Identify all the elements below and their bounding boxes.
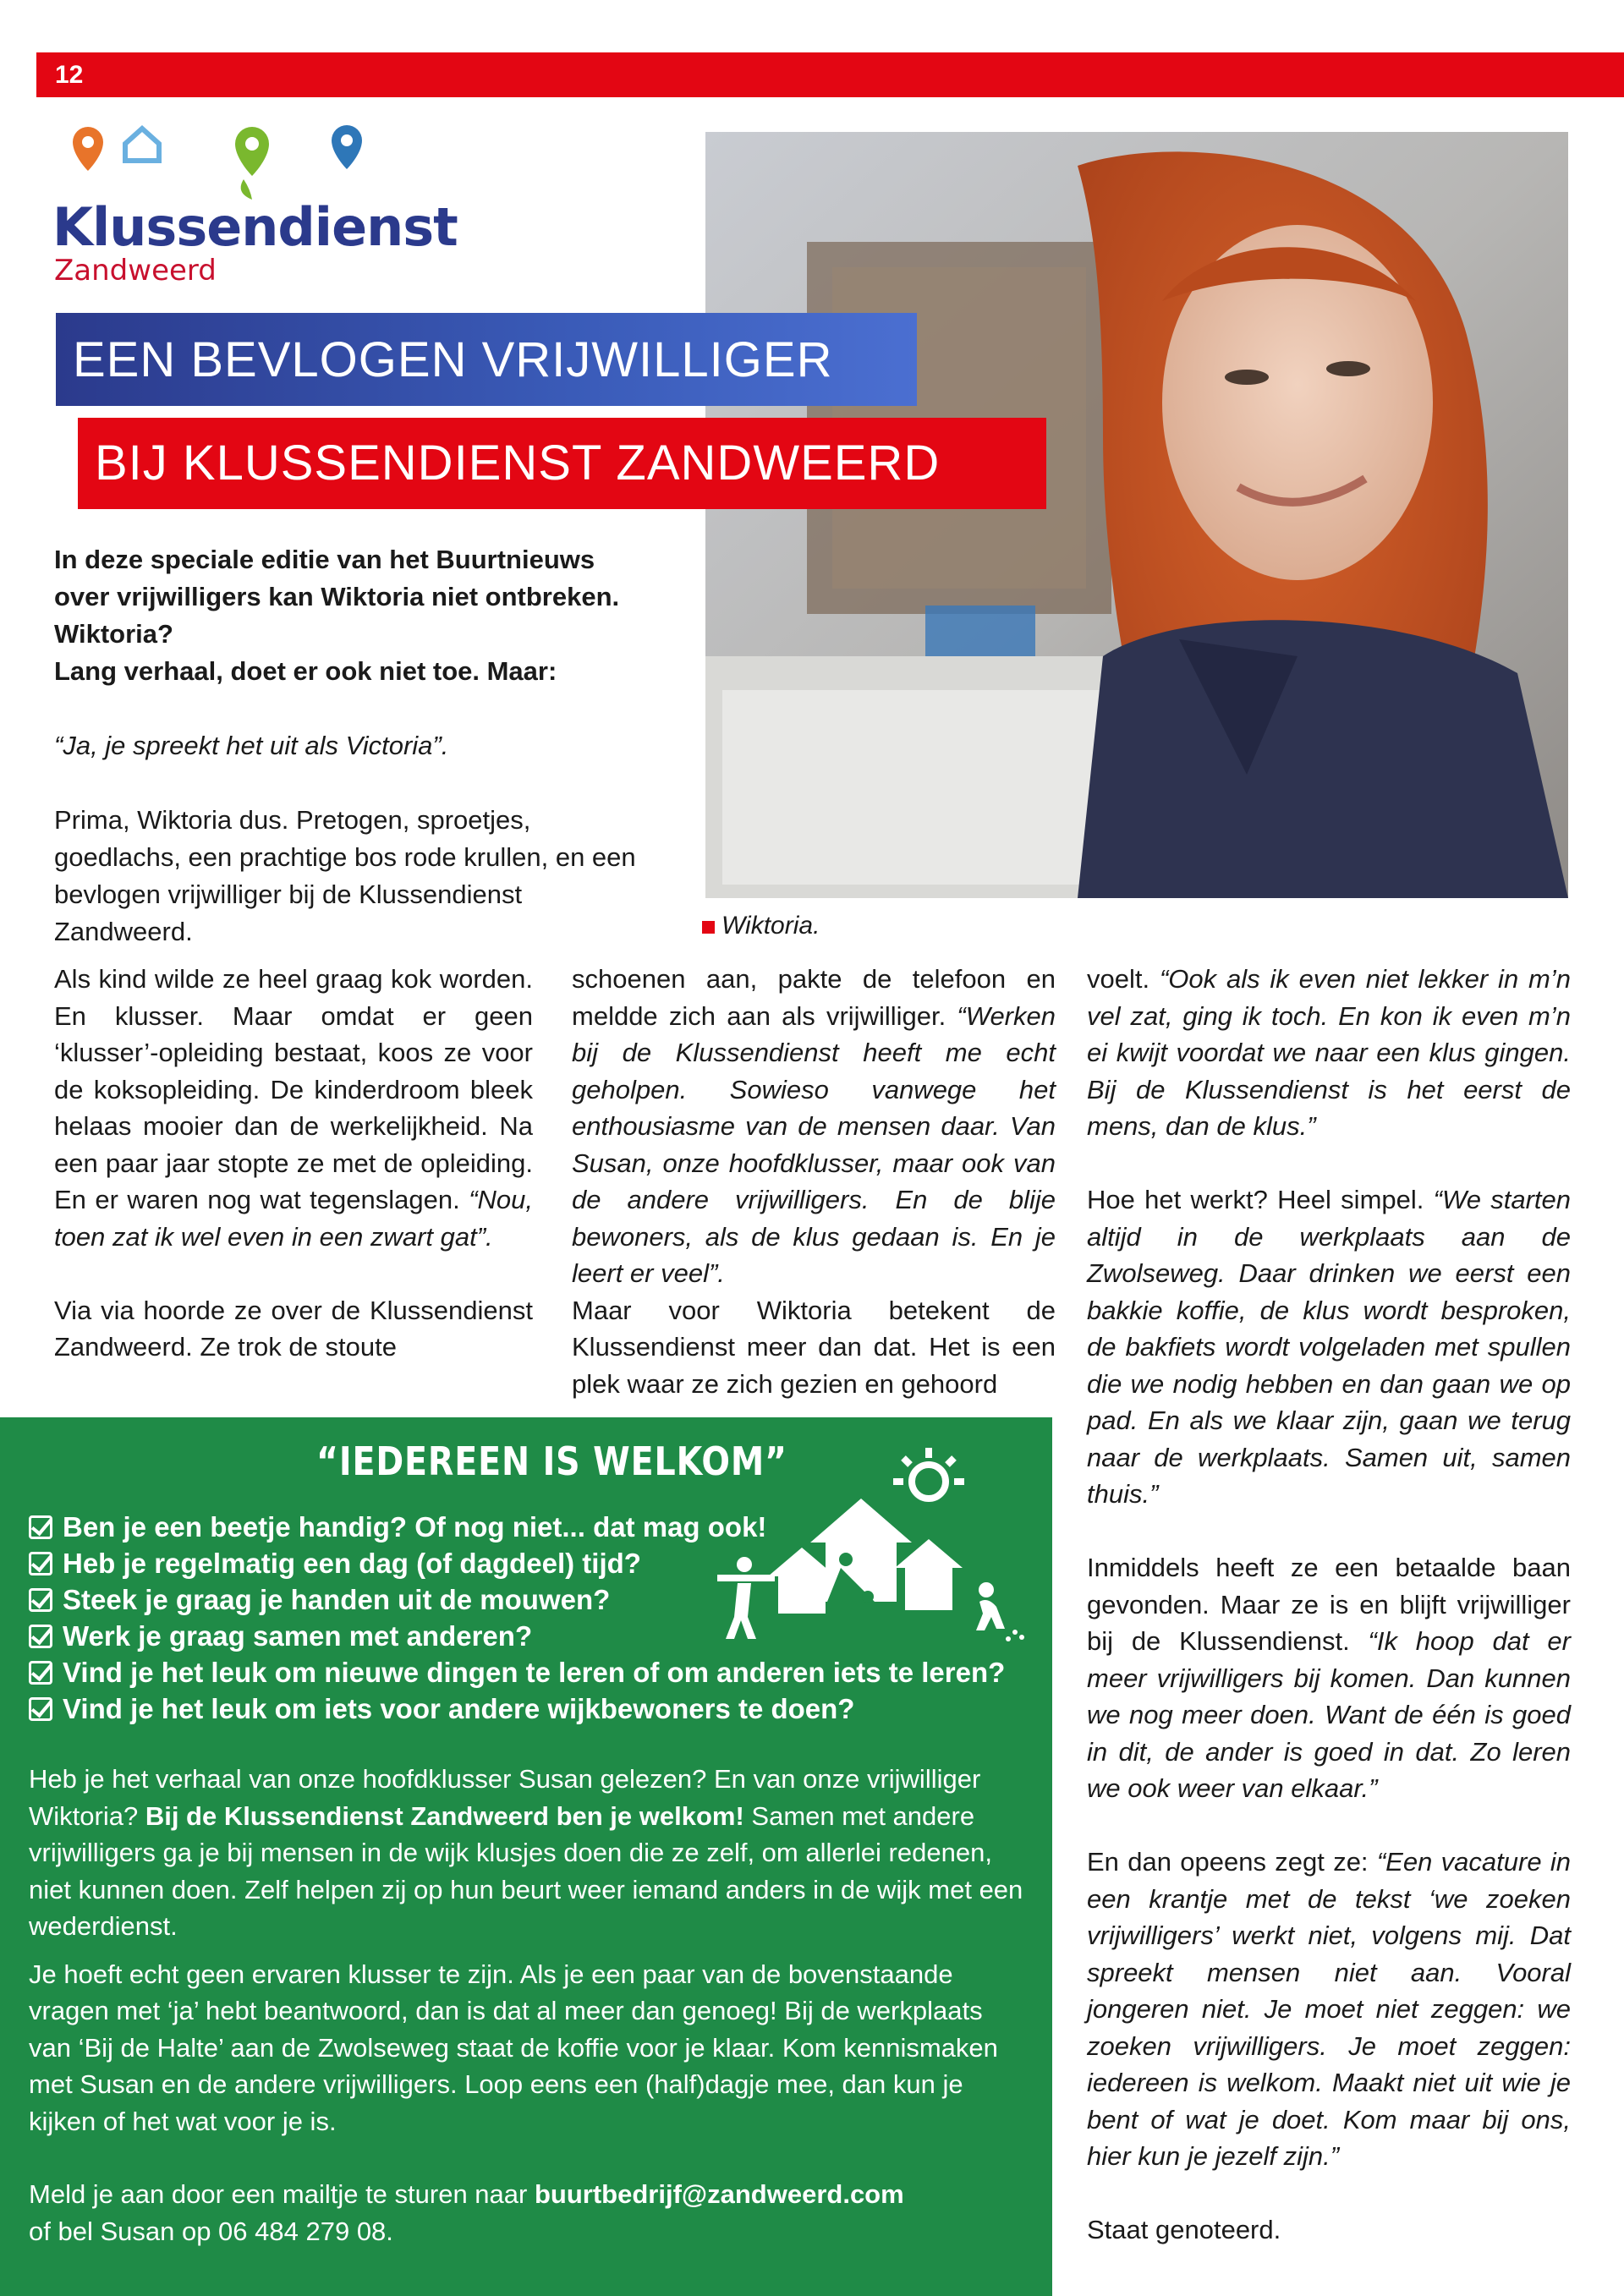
welcome-box-text [29,1761,1032,2249]
intro-bold-1: In deze speciale editie van het Buurtnieuws [54,545,595,574]
col3-p3-italic: “Ik hoop dat er meer vrijwilligers bij komen. Dan kunnen we nog meer doen. Want de één is goed in dit, de ander is goed in dat. Zo leren we ook weer van elkaar.” [1087,1626,1571,1803]
col3-p1-italic: “Ook als ik even niet lekker in m’n vel zat, ging ik toch. En kon ik even m’n ei kwijt voordat we naar een klus gingen. Bij de Klussendienst is het eerst de mens, dan de klus.” [1087,964,1571,1141]
checklist-text: Vind je het leuk om nieuwe dingen te leren of om anderen iets te leren? [63,1657,1006,1688]
title-line-1: EEN BEVLOGEN VRIJWILLIGER [56,313,917,406]
col1-p2: Via via hoorde ze over de Klussendienst Zandweerd. Ze trok de stoute [54,1295,533,1362]
intro-bold-4: Lang verhaal, doet er ook niet toe. Maar: [54,656,557,686]
caption-text: Wiktoria. [721,912,820,940]
checklist-text: Ben je een beetje handig? Of nog niet... dat mag ook! [63,1511,767,1543]
col2-p2: Maar voor Wiktoria betekent de Klussendienst meer dan dat. Het is een plek waar ze zich gezien en gehoord [572,1295,1056,1399]
checklist-item [29,1581,1027,1618]
page-number: 12 [55,61,84,89]
intro-bold-3: Wiktoria? [54,619,173,649]
klussendienst-logo [49,118,458,288]
caption-marker-icon [702,921,715,934]
intro-bold-2: over vrijwilligers kan Wiktoria niet ontbreken. [54,582,620,611]
checklist-text: Werk je graag samen met anderen? [63,1620,533,1652]
check-icon [29,1588,52,1612]
checklist-item [29,1654,1027,1690]
check-icon [29,1625,52,1648]
article-column-2 [572,961,1056,1402]
col3-p3-plain: Inmiddels heeft ze een betaalde baan gevonden. Maar ze is en blijft vrijwilliger bij de Klussendienst. [1087,1553,1571,1656]
checklist-item [29,1545,1027,1581]
box-p2: Je hoeft echt geen ervaren klusser te zijn. Als je een paar van de bovenstaande vragen met ‘ja’ hebt beantwoord, dan is dat al meer dan genoeg! Bij de werkplaats van ‘Bij de Halte’ aan de Zwolseweg staat de koffie voor je klaar. Kom kennismaken met Susan en de andere vrijwilligers. Loop eens een (half)dagje mee, dan kun je kijken of het wat voor je is. [29,1959,998,2136]
checklist-text: Heb je regelmatig een dag (of dagdeel) tijd? [63,1548,641,1579]
intro-quote: “Ja, je spreekt het uit als Victoria”. [54,731,449,760]
checklist-item [29,1618,1027,1654]
check-icon [29,1661,52,1685]
logo-brand: Klussendienst [52,196,458,258]
checklist-item [29,1690,1027,1727]
article-column-3 [1087,961,1571,2249]
email-link[interactable]: buurtbedrijf@zandweerd.com [534,2179,904,2209]
logo-sub: Zandweerd [54,254,217,288]
col1-p1-italic: “Nou, toen zat ik wel even in een zwart gat”. [54,1185,533,1252]
welcome-box-title: “IEDEREEN IS WELKOM” [316,1438,787,1484]
checklist-text: Vind je het leuk om iets voor andere wijkbewoners te doen? [63,1693,855,1724]
title-line-2: BIJ KLUSSENDIENST ZANDWEERD [78,418,1046,509]
box-p1-a: Heb je het verhaal van onze hoofdklusser Susan gelezen? En van onze vrijwilliger Wiktoria? [29,1764,981,1831]
box-p3-a: Meld je aan door een mailtje te sturen naar [29,2179,535,2209]
portrait-photo [705,132,1568,898]
photo-caption [702,912,820,940]
col2-p1-italic: “Werken bij de Klussendienst heeft me echt geholpen. Sowieso vanwege het enthousiasme van de mensen daar. Van Susan, onze hoofdklusser, maar ook van de andere vrijwilligers. En de blije bewoners, als de klus gedaan is. En je leert er veel”. [572,1000,1056,1288]
col3-p4-plain: En dan opeens zegt ze: [1087,1847,1377,1877]
top-bar [36,52,1624,97]
intro-paragraph: Prima, Wiktoria dus. Pretogen, sproetjes, goedlachs, een prachtige bos rode krullen, en een bevlogen vrijwilliger bij de Klussendienst Zandweerd. [54,805,636,946]
welcome-box [0,1417,1052,2296]
col1-p1-plain: Als kind wilde ze heel graag kok worden. En klusser. Maar omdat er geen ‘klusser’-opleiding bestaat, koos ze voor de koksopleiding. De kinderdroom bleek helaas mooier dan de werkelijkheid. Na een paar jaar stopte ze met de opleiding. En er waren nog wat tegenslagen. [54,964,533,1214]
box-p1-bold: Bij de Klussendienst Zandweerd ben je welkom! [145,1800,744,1831]
check-icon [29,1697,52,1721]
welcome-checklist [29,1509,1027,1727]
col2-p1-plain: schoenen aan, pakte de telefoon en meldde zich aan als vrijwilliger. [572,964,1056,1031]
col3-p2-italic: “We starten altijd in de werkplaats aan de Zwolseweg. Daar drinken we eerst een bakkie koffie, de klus wordt besproken, de bakfiets wordt volgeladen met spullen die we nodig hebben en dan gaan we op pad. En als we klaar zijn, gaan we terug naar de werkplaats. Samen uit, samen thuis.” [1087,1185,1571,1509]
location-pins-icon [52,118,408,203]
check-icon [29,1552,52,1575]
col3-p1-plain: voelt. [1087,964,1160,994]
box-p3-b: of bel Susan op 06 484 279 08. [29,2216,393,2246]
col3-p2-plain: Hoe het werkt? Heel simpel. [1087,1185,1434,1214]
col3-p5: Staat genoteerd. [1087,2215,1281,2244]
checklist-text: Steek je graag je handen uit de mouwen? [63,1584,611,1615]
article-column-1 [54,961,533,1366]
checklist-item [29,1509,1027,1545]
intro-block [54,541,663,951]
col3-p4-italic: “Een vacature in een krantje met de tekst ‘we zoeken vrijwilligers’ werkt niet, volgens mij. Dat spreekt mensen niet aan. Vooral jongeren niet. Je moet niet zeggen: we zoeken vrijwilligers. Je moet zeggen: iedereen is welkom. Maakt niet uit wie je bent of wat je doet. Kom maar bij ons, hier kun je jezelf zijn.” [1087,1847,1571,2171]
box-p1-b: Samen met andere vrijwilligers ga je bij mensen in de wijk klusjes doen die ze zelf, om allerlei redenen, niet kunnen doen. Zelf helpen zij op hun beurt weer iemand anders in de wijk met een wederdienst. [29,1800,1023,1941]
check-icon [29,1515,52,1539]
